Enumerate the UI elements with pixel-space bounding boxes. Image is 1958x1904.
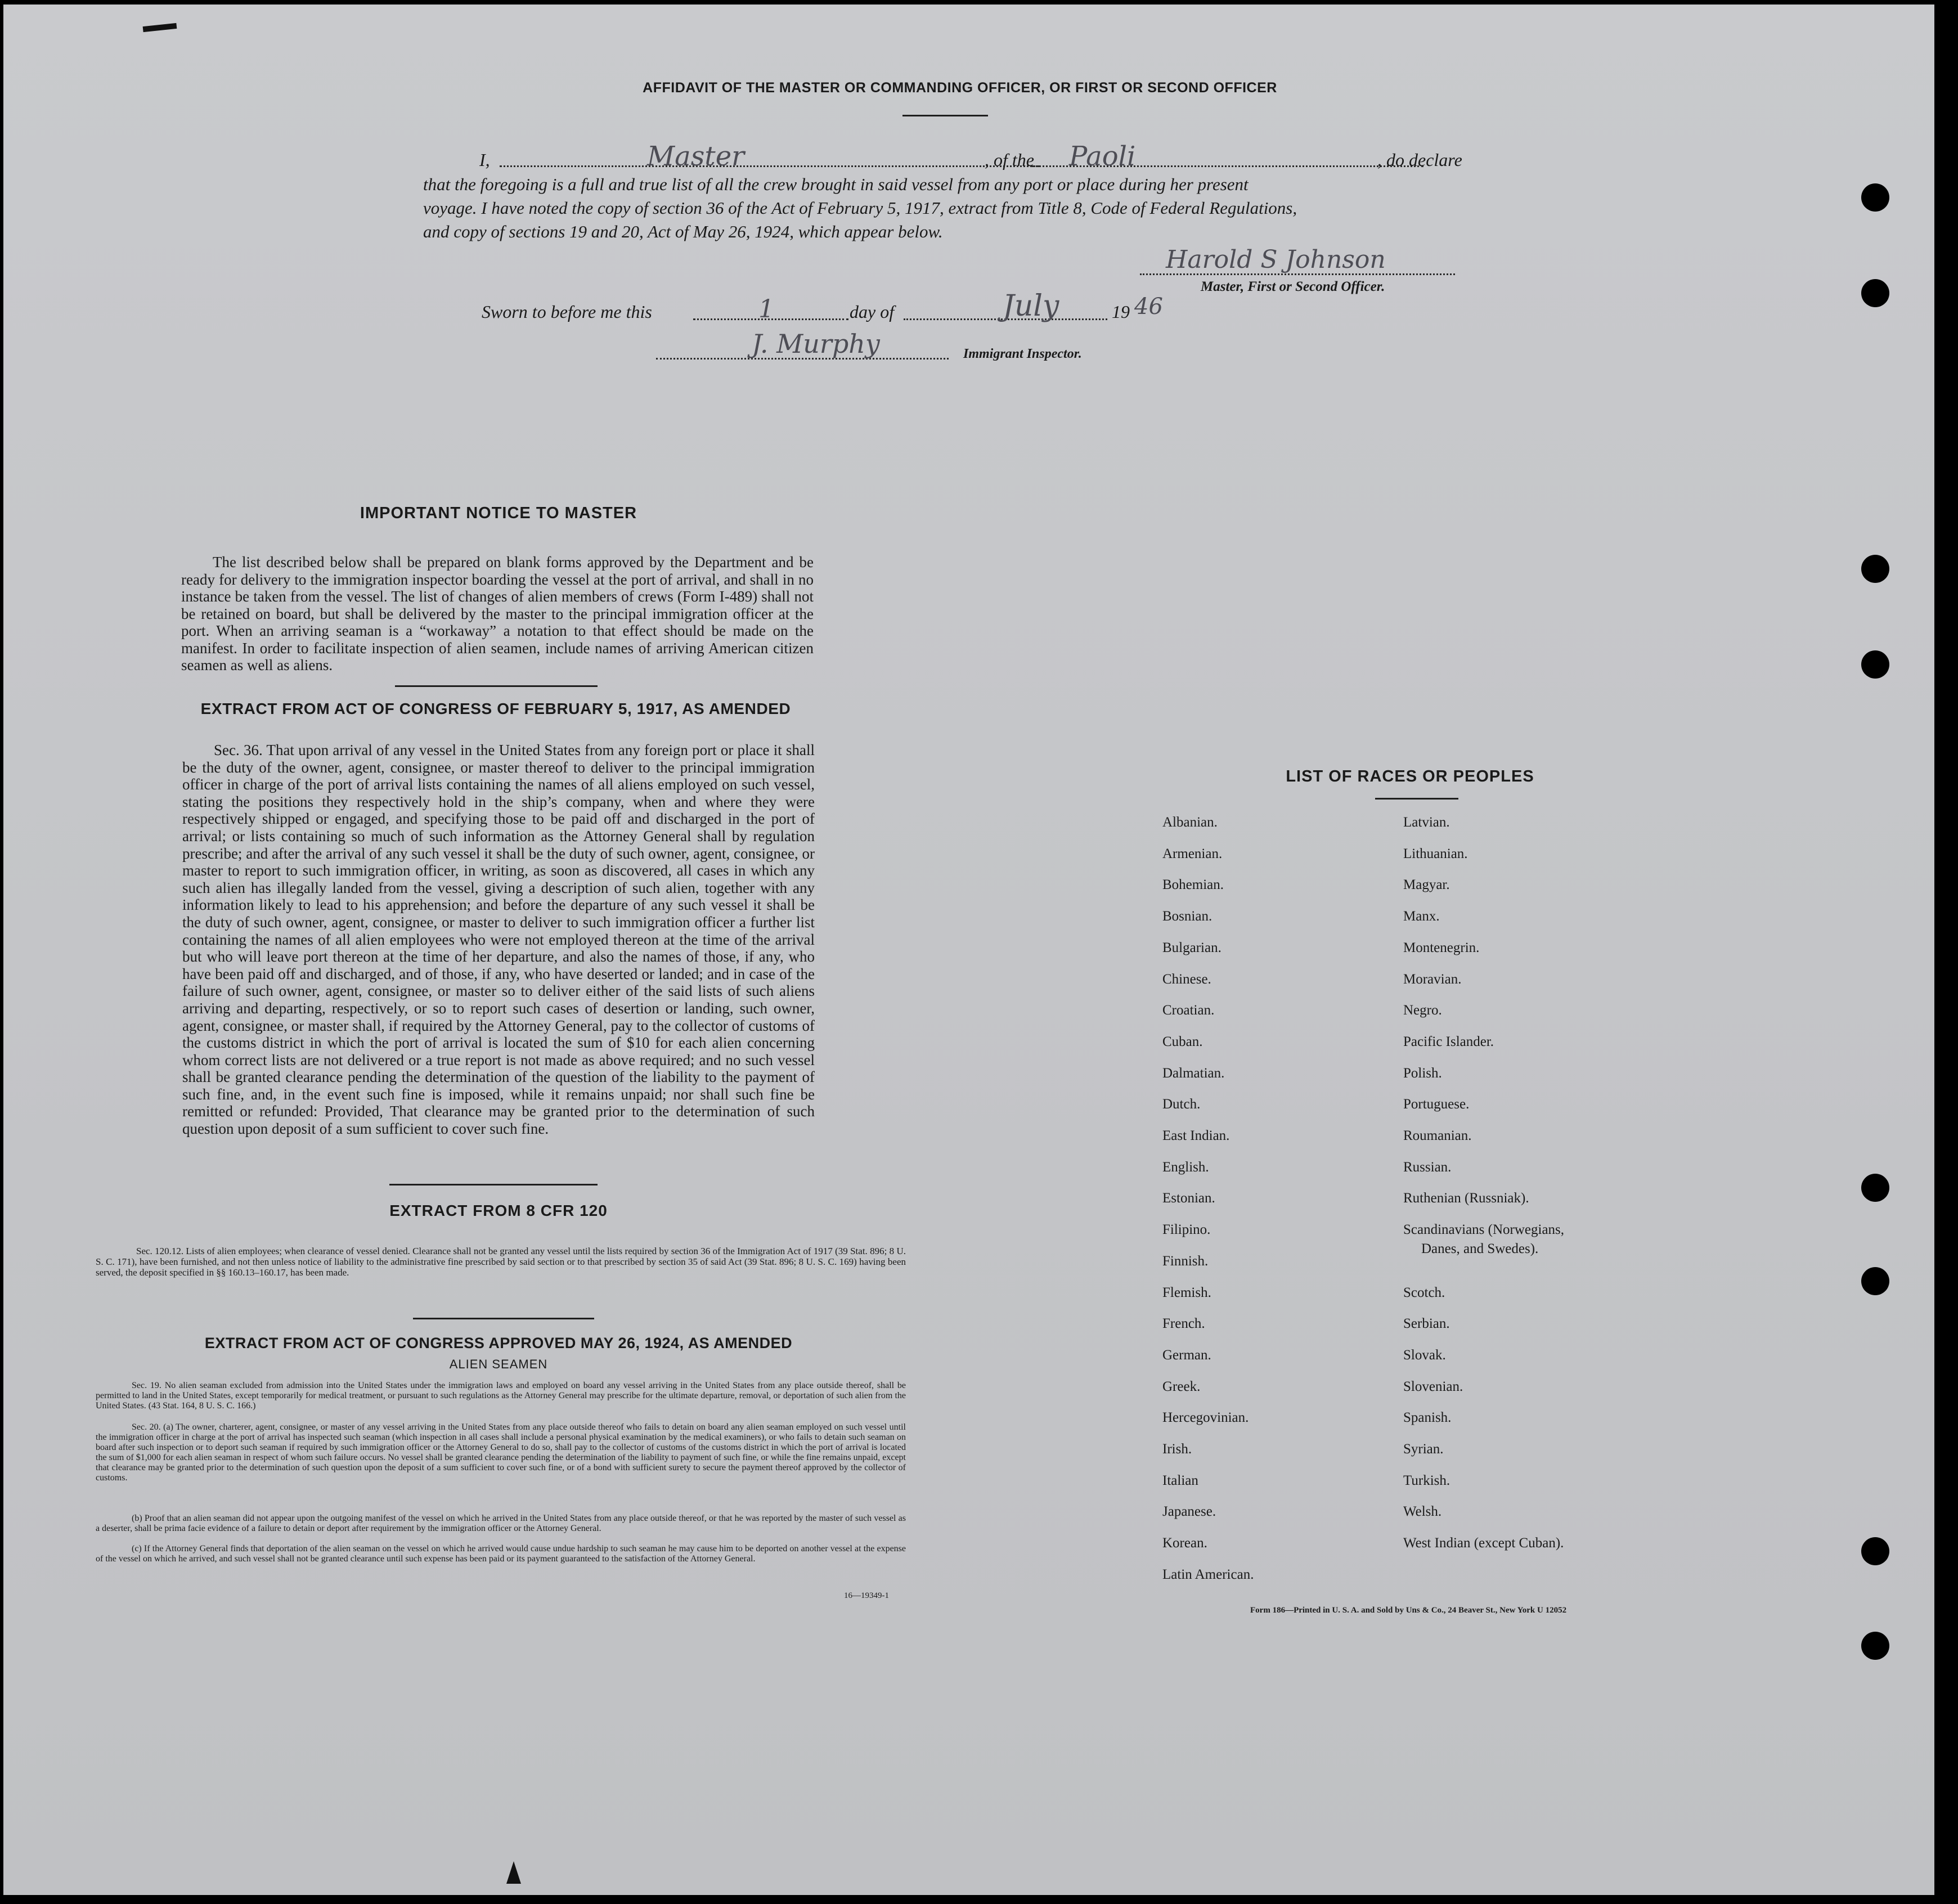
punch-hole	[1861, 1267, 1889, 1295]
inspector-caption: Immigrant Inspector.	[963, 347, 1082, 361]
sworn-line	[420, 289, 1207, 331]
punch-hole	[1861, 1537, 1889, 1565]
race-item: Montenegrin.	[1403, 940, 1480, 955]
race-item: Russian.	[1403, 1159, 1452, 1175]
punch-hole	[1861, 279, 1889, 307]
sec20a-text: Sec. 20. (a) The owner, charterer, agent, consignee, or master of any vessel arriving in the United States from any place outside thereof who fails to detain on board any alien seaman employed on such vessel until the immigration officer in charge at the port of arrival has inspected such seaman (which inspection in all cases shall include a personal physical examination by the medical examiners), or who fails to detain such seaman on board after such inspection or to deport such seaman if required by such immigration officer or the Attorney General to do so, shall pay to the collector of customs of the customs district in which the port of arrival is located the sum of $1,000 for each alien seaman in respect of whom such failure occurs. No vessel shall be granted clearance pending the determination of the liability to payment of such fine, or while the fine remains unpaid, except that clearance may be granted prior to the determination of such question upon the deposit of a sum sufficient to cover such fine, or of a bond with sufficient surety to secure the payment thereof approved by the collector of customs.	[96, 1422, 906, 1483]
race-item: Danes, and Swedes).	[1421, 1241, 1539, 1257]
race-item: Moravian.	[1403, 971, 1462, 987]
race-item: Scotch.	[1403, 1285, 1445, 1300]
scan-mark	[143, 23, 177, 32]
divider	[395, 685, 598, 687]
scan-mark	[506, 1861, 521, 1884]
handwritten-year: 46	[1134, 294, 1163, 320]
extract-cfr-body: Sec. 120.12. Lists of alien employees; when clearance of vessel denied. Clearance shall not be granted any vessel until the lists required by section 36 of the Immigration Act of 1917 (39 Stat. 896; 8 U. S. C. 171), have been furnished, and not then unless notice of liability to the administrative fine prescribed by said section or to that prescribed by section 35 of said Act (39 Stat. 896; 8 U. S. C. 169) having been served, the deposit specified in §§ 160.13–160.17, has been made.	[96, 1246, 906, 1278]
race-item: Serbian.	[1403, 1316, 1450, 1332]
sec20c-text: (c) If the Attorney General finds that deportation of the alien seaman on the vessel on which he arrived would cause undue hardship to such seaman he may cause him to be deported on another vessel at the expense of the vessel on which he arrived, and such vessel shall not be granted clearance until such expense has been paid or its payment guaranteed to the satisfaction of the Attorney General.	[96, 1544, 906, 1564]
race-item: Slovak.	[1403, 1347, 1446, 1363]
sec19-text: Sec. 19. No alien seaman excluded from admission into the United States under the immigration laws and employed on board any vessel arriving in the United States from any place outside thereof, shall be permitted to land in the United States, except temporarily for medical treatment, or pursuant to such regulations as the Attorney General may prescribe for the ultimate departure, removal, or deportation of such alien from the United States. (43 Stat. 164, 8 U. S. C. 166.)	[96, 1381, 906, 1411]
punch-hole	[1861, 183, 1889, 212]
race-item: Syrian.	[1403, 1442, 1444, 1457]
race-item: Cuban.	[1162, 1034, 1203, 1049]
divider	[1375, 798, 1458, 800]
race-item: Chinese.	[1162, 971, 1211, 987]
printer-footer: Form 186—Printed in U. S. A. and Sold by Uns & Co., 24 Beaver St., New York U 12052	[1250, 1606, 1567, 1615]
affidavit-line1	[422, 141, 1491, 173]
of-the-label: , of the	[985, 150, 1034, 170]
race-item: Greek.	[1162, 1378, 1201, 1394]
race-item: Irish.	[1162, 1442, 1192, 1457]
notice-heading: IMPORTANT NOTICE TO MASTER	[360, 504, 637, 522]
sworn-prefix: Sworn to before me this	[482, 302, 652, 322]
divider	[389, 1184, 598, 1185]
alien-seamen-subheading: ALIEN SEAMEN	[449, 1357, 548, 1371]
handwritten-inspector: J. Murphy	[752, 329, 880, 359]
race-item: English.	[1162, 1159, 1209, 1175]
race-item: Japanese.	[1162, 1504, 1216, 1520]
race-item: Turkish.	[1403, 1472, 1450, 1488]
i-label: I,	[479, 150, 490, 170]
race-item: Italian	[1162, 1472, 1198, 1488]
handwritten-day: 1	[758, 295, 774, 324]
affidavit-line3: voyage. I have noted the copy of section 36 of the Act of February 5, 1917, extract from Title 8, Code of Federal Regulations,	[423, 198, 1297, 218]
race-item: Manx.	[1403, 909, 1440, 924]
race-item: Finnish.	[1162, 1253, 1209, 1269]
race-item: Spanish.	[1403, 1410, 1452, 1426]
handwritten-vessel: Paoli	[1069, 141, 1136, 172]
punch-hole	[1861, 1632, 1889, 1660]
day-of-label: day of	[850, 302, 895, 322]
race-item: Polish.	[1403, 1065, 1442, 1081]
notice-body: The list described below shall be prepared on blank forms approved by the Department and be ready for delivery to the immigration inspector boarding the vessel at the port of arrival, and shall in no instance be taken from the vessel. The list of changes of alien members of crews (Form I-489) shall not be retained on board, but shall be delivered by the master to the principal immigration officer at the port. When an arriving seaman is a “workaway” a notation to that effect should be made on the manifest. In order to facilitate inspection of alien seamen, include names of arriving American citizen seamen as well as aliens.	[181, 554, 814, 673]
extract-1924-heading: EXTRACT FROM ACT OF CONGRESS APPROVED MAY 26, 1924, AS AMENDED	[204, 1335, 793, 1351]
race-item: West Indian (except Cuban).	[1403, 1535, 1564, 1551]
form-page	[3, 5, 1934, 1895]
master-field-line	[500, 165, 1040, 167]
handwritten-month: July	[1003, 289, 1059, 323]
race-item: Bohemian.	[1162, 877, 1224, 893]
handwritten-master: Master	[647, 141, 745, 172]
handwritten-signature: Harold S Johnson	[1166, 245, 1386, 274]
race-item: Scandinavians (Norwegians,	[1403, 1222, 1565, 1238]
race-item: Hercegovinian.	[1162, 1410, 1249, 1426]
affidavit-line4: and copy of sections 19 and 20, Act of May 26, 1924, which appear below.	[423, 222, 943, 241]
race-item: Dalmatian.	[1162, 1065, 1225, 1081]
race-item: East Indian.	[1162, 1128, 1230, 1143]
race-item: Filipino.	[1162, 1222, 1211, 1238]
signature-caption: Master, First or Second Officer.	[1201, 279, 1385, 294]
punch-hole	[1861, 555, 1889, 583]
race-item: Bulgarian.	[1162, 940, 1221, 955]
race-item: Ruthenian (Russniak).	[1403, 1191, 1529, 1206]
race-item: Estonian.	[1162, 1191, 1215, 1206]
punch-hole	[1861, 650, 1889, 679]
race-item: Welsh.	[1403, 1504, 1442, 1520]
extract-cfr-heading: EXTRACT FROM 8 CFR 120	[389, 1202, 608, 1219]
race-item: Pacific Islander.	[1403, 1034, 1494, 1049]
race-item: Magyar.	[1403, 877, 1450, 893]
divider	[902, 115, 988, 116]
race-item: Albanian.	[1162, 815, 1218, 830]
race-item: French.	[1162, 1316, 1205, 1332]
race-item: German.	[1162, 1347, 1211, 1363]
race-item: Korean.	[1162, 1535, 1207, 1551]
race-item: Bosnian.	[1162, 909, 1212, 924]
sec20b-text: (b) Proof that an alien seaman did not appear upon the outgoing manifest of the vessel on which he arrived in the United States from any place outside thereof, or that he was reported by the master of such vessel as a deserter, shall be prima facie evidence of a failure to detain or deport after requirement by the immigration officer or the Attorney General.	[96, 1514, 906, 1533]
race-item: Lithuanian.	[1403, 846, 1468, 861]
race-item: Croatian.	[1162, 1003, 1215, 1018]
year-prefix: 19	[1112, 302, 1130, 322]
punch-hole	[1861, 1174, 1889, 1202]
race-item: Latin American.	[1162, 1566, 1254, 1582]
affidavit-line2: that the foregoing is a full and true list of all the crew brought in said vessel from any port or place during her present	[423, 174, 1249, 194]
race-item: Roumanian.	[1403, 1128, 1472, 1143]
divider	[413, 1318, 594, 1319]
races-heading: LIST OF RACES OR PEOPLES	[1286, 767, 1534, 785]
race-item: Slovenian.	[1403, 1378, 1463, 1394]
do-declare-label: , do declare	[1377, 150, 1462, 170]
race-item: Armenian.	[1162, 846, 1223, 861]
race-item: Dutch.	[1162, 1097, 1201, 1112]
extract-1917-body: Sec. 36. That upon arrival of any vessel in the United States from any foreign port or place it shall be the duty of the owner, agent, consignee, or master thereof to deliver to the principal immigration officer in charge of the port of arrival lists containing the names of all aliens employed on such vessel, stating the positions they respectively hold in the ship’s company, when and where they were respectively shipped or engaged, and specifying those to be paid off and discharged in the port of arrival; or lists containing so much of such information as the Attorney General shall by regulation prescribe; and after the arrival of any such vessel it shall be the duty of such owner, agent, consignee, or master to report to such immigration officer, in writing, as soon as discovered, all cases in which any such alien has illegally landed from the vessel, giving a description of such alien, together with any information likely to lead to his apprehension; and before the departure of any such vessel it shall be the duty of such owner, agent, consignee, or master to deliver to such immigration officer a further list containing the names of all alien employees who were not employed thereon at the time of the arrival but who will leave port thereon at the time of her departure, and also the names of those, if any, who have been paid off and discharged, and of those, if any, who have deserted or landed; and in case of the failure of such owner, agent, consignee, or master so to deliver either of the said lists of such aliens arriving and departing, respectively, or so to report such cases of desertion or landing, such owner, agent, consignee, or master shall, if required by the Attorney General, pay to the collector of customs of the customs district in which the port of arrival is located the sum of $10 for each alien concerning whom correct lists are not delivered or a true report is not made as above required; and no such vessel shall be granted clearance pending the determination of the question of the liability to the payment of such fine, and, in the event such fine is imposed, while it remains unpaid; nor shall such fine be remitted or refunded: Provided, That clearance may be granted prior to the determination of such question upon deposit of a sum sufficient to cover such fine.	[182, 742, 815, 1138]
race-item: Flemish.	[1162, 1285, 1211, 1300]
extract-1917-heading: EXTRACT FROM ACT OF CONGRESS OF FEBRUARY 5, 1917, AS AMENDED	[200, 700, 791, 717]
form-number: 16—19349-1	[844, 1591, 889, 1600]
race-item: Latvian.	[1403, 815, 1450, 830]
affidavit-heading: AFFIDAVIT OF THE MASTER OR COMMANDING OFFICER, OR FIRST OR SECOND OFFICER	[643, 80, 1277, 96]
race-item: Negro.	[1403, 1003, 1442, 1018]
race-item: Portuguese.	[1403, 1097, 1470, 1112]
